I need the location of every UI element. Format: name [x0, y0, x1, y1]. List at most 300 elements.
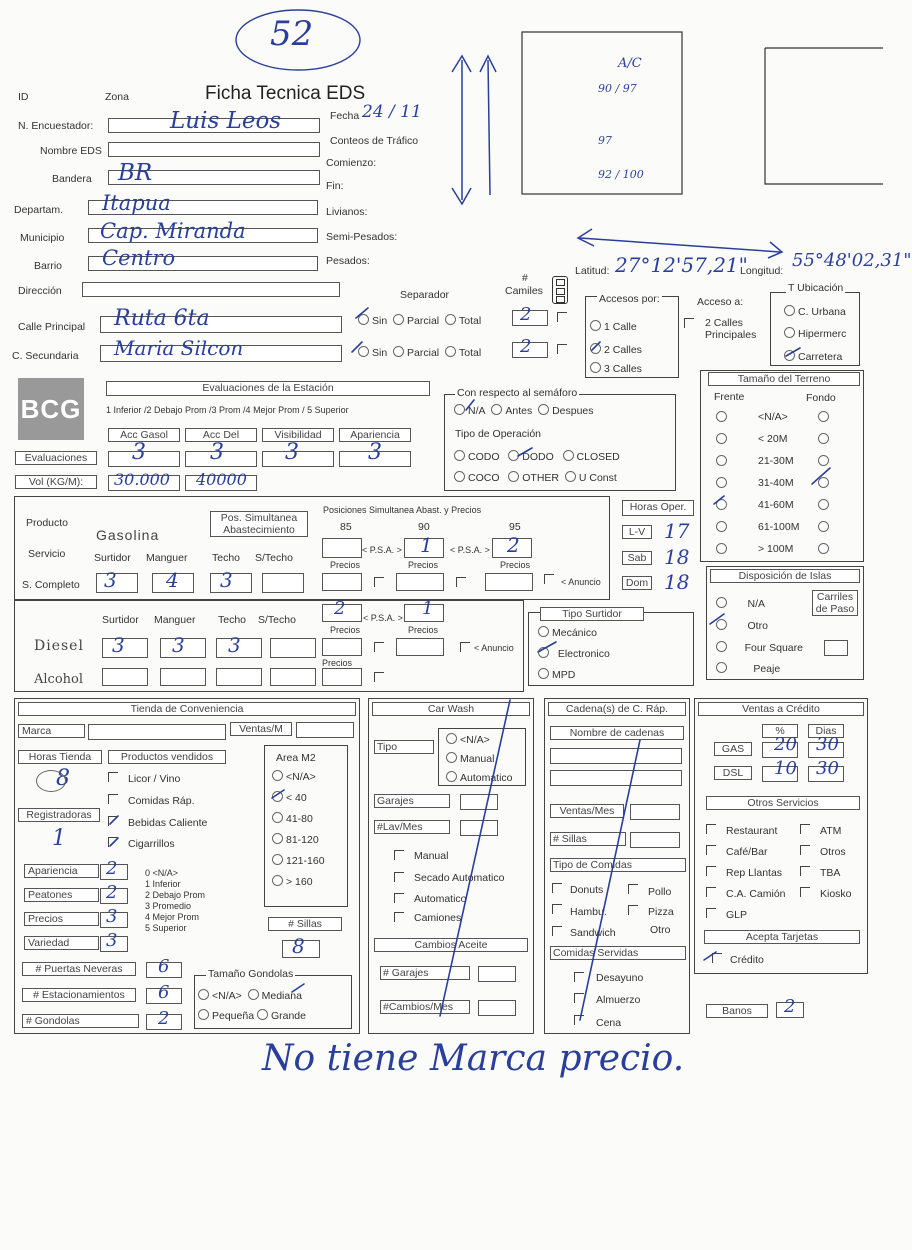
area-option[interactable]: 121-160 [272, 854, 325, 867]
area-label: Area M2 [276, 752, 316, 764]
tienda-title: Tienda de Conveniencia [18, 702, 356, 716]
separador-label: Separador [400, 289, 450, 301]
semaforo-label: Con respecto al semáforo [457, 387, 578, 399]
carwash-tipo-label: Tipo [374, 740, 434, 754]
tienda-ventas-field[interactable] [296, 722, 354, 738]
cadena-sillas-label: # Sillas [550, 832, 626, 846]
encuestador-value: Luis Leos [170, 108, 282, 134]
id-label: ID [18, 91, 29, 103]
calle-secundaria-label: C. Secundaria [12, 350, 79, 362]
psa-95-value: 2 [507, 533, 520, 557]
servicio-check[interactable] [706, 866, 716, 876]
prod-check-1[interactable] [108, 772, 118, 782]
eval-value-2: 3 [210, 440, 224, 465]
credito-dsl-pct: 10 [774, 758, 797, 779]
alcohol-manguer-box[interactable] [160, 668, 206, 686]
terreno-size-label: > 100M [758, 543, 794, 555]
servicio-label: GLP [726, 909, 748, 921]
terreno-size-label: 41-60M [758, 499, 794, 511]
vol-label: Vol (KG/M): [15, 475, 97, 489]
longitud-label: Longitud: [740, 265, 784, 277]
cw-check-1[interactable] [394, 850, 404, 860]
servicio-label: ATM [820, 825, 842, 837]
ubicacion-opt-2[interactable]: Hipermerc [784, 327, 846, 340]
terreno-frente-radio[interactable] [716, 543, 730, 556]
tc-check-5[interactable] [552, 926, 562, 936]
conteos-label: Conteos de Tráfico [330, 135, 419, 147]
servicio-check[interactable] [800, 824, 810, 834]
aceite-mes-box[interactable] [478, 1000, 516, 1016]
octano-95: 95 [509, 521, 521, 533]
accesos-por-label: Accesos por: [599, 293, 660, 305]
serv-2: Almuerzo [596, 994, 641, 1006]
diesel-precios: Precios [330, 625, 361, 635]
diesel-precios-2: Precios [408, 625, 439, 635]
prod-check-2[interactable] [108, 794, 118, 804]
alcohol-surtidor-box[interactable] [102, 668, 148, 686]
eval-value-4: 3 [368, 440, 382, 465]
servicio-label: Restaurant [726, 825, 778, 837]
sep-row1-value: 2 [520, 304, 532, 325]
price-check-2[interactable] [456, 577, 466, 587]
servicio-label: Café/Bar [726, 846, 768, 858]
fecha-value: 24 / 11 [362, 102, 422, 122]
semipesados-label: Semi-Pesados: [326, 231, 398, 243]
servicio-check[interactable] [706, 845, 716, 855]
surtidor-opt-1[interactable]: Mecánico [538, 626, 597, 639]
tipo-comidas-label: Tipo de Comidas [550, 858, 686, 872]
banos-value: 2 [784, 996, 796, 1017]
diesel-surtidor-value: 3 [112, 633, 125, 657]
credito-gas-label: GAS [714, 742, 752, 756]
terreno-frente-radio[interactable] [716, 411, 730, 424]
terreno-size-label: 21-30M [758, 455, 794, 467]
terreno-size-label: < 20M [758, 433, 788, 445]
diesel-price-1[interactable] [322, 638, 362, 656]
gas-col-3: Techo [212, 552, 241, 564]
diesel-psa-value: 1 [422, 598, 434, 619]
page-number: 52 [270, 14, 314, 54]
diesel-techo-value: 3 [228, 633, 241, 657]
prod-4: Cigarrillos [128, 838, 175, 850]
acceso-opt-3[interactable]: 3 Calles [590, 362, 642, 375]
diesel-col-3: Techo [218, 614, 247, 626]
gas-surtidor-value: 3 [104, 568, 117, 592]
semaforo-opts[interactable]: N/A Antes Despues [454, 404, 594, 417]
prod-3: Bebidas Caliente [128, 817, 208, 829]
neveras-label: # Puertas Neveras [22, 962, 136, 976]
alcohol-label: Alcohol [34, 672, 84, 687]
sketch-note-3: 97 [598, 134, 612, 147]
scompleto-label: S. Completo [22, 579, 80, 591]
evaluaciones-scale: 1 Inferior /2 Debajo Prom /3 Prom /4 Mejor Prom / 5 Superior [106, 405, 349, 415]
acceso-opt-1[interactable]: 1 Calle [590, 320, 637, 333]
area-option[interactable]: > 160 [272, 875, 313, 888]
cadena-nombre-field-1[interactable] [550, 748, 682, 764]
municipio-value: Cap. Miranda [100, 219, 246, 243]
islas-opt-1[interactable]: N/A [716, 597, 765, 610]
carwash-garajes-label: Garajes [374, 794, 450, 808]
islas-opt-4[interactable]: Peaje [716, 662, 780, 675]
livianos-label: Livianos: [326, 206, 368, 218]
servicio-label: Otros [820, 846, 846, 858]
ubicacion-opt-1[interactable]: C. Urbana [784, 305, 846, 318]
diesel-manguer-value: 3 [172, 633, 185, 657]
price-check-3[interactable] [544, 574, 554, 584]
registradoras-value: 1 [52, 826, 66, 851]
terreno-fondo-radio[interactable] [818, 543, 832, 556]
diesel-check-1[interactable] [374, 642, 384, 652]
servidas-label: Comidas Servidas [550, 946, 686, 960]
eval-col-2: Acc Del [185, 428, 257, 442]
servicio-label: TBA [820, 867, 841, 879]
tc-3: Hambu. [570, 906, 607, 918]
terreno-fondo-radio[interactable] [818, 455, 832, 468]
operacion-label: Tipo de Operación [455, 428, 541, 440]
sketch-drawing [0, 0, 883, 300]
tc-2: Pollo [648, 886, 672, 898]
diesel-label: Diesel [34, 638, 84, 654]
neveras-value: 6 [158, 956, 170, 977]
carwash-garajes-box[interactable] [460, 794, 498, 810]
credito-dsl-dias: 30 [816, 758, 839, 779]
diesel-psa: < P.S.A. > [363, 613, 403, 623]
islas-carriles-box[interactable] [824, 640, 848, 656]
sep-row1: Sin Parcial Total [358, 314, 481, 327]
pesados-label: Pesados: [326, 255, 370, 267]
diesel-price-2[interactable] [396, 638, 444, 656]
tarjetas-label: Acepta Tarjetas [704, 930, 860, 944]
tienda-sillas-label: # Sillas [268, 917, 342, 931]
tc-check-1[interactable] [552, 883, 562, 893]
tc-4: Pizza [648, 906, 674, 918]
prod-check-4[interactable] [108, 837, 118, 847]
anuncio-1: < Anuncio [561, 577, 601, 587]
zona-label: Zona [105, 91, 129, 103]
alcohol-stecho-box[interactable] [270, 668, 316, 686]
diesel-col-1: Surtidor [102, 614, 139, 626]
tienda-horas-value: 8 [56, 766, 70, 791]
area-option[interactable]: <N/A> [272, 770, 316, 783]
productos-label: Productos vendidos [108, 750, 226, 764]
gas-col-2: Manguer [146, 552, 188, 564]
terreno-fondo-radio[interactable] [818, 499, 832, 512]
servicio-check[interactable] [800, 845, 810, 855]
otros-servicios-label: Otros Servicios [706, 796, 860, 810]
terreno-fondo-radio[interactable] [818, 433, 832, 446]
price-box-3[interactable] [485, 573, 533, 591]
carwash-tipo-2[interactable]: Manual [446, 752, 494, 765]
evaluaciones-title: Evaluaciones de la Estación [106, 381, 430, 396]
cw-check-2[interactable] [394, 872, 404, 882]
departam-value: Itapua [102, 191, 171, 215]
octano-90: 90 [418, 521, 430, 533]
price-box-1[interactable] [322, 573, 362, 591]
estac-label: # Estacionamientos [22, 988, 136, 1002]
diesel-col-4: S/Techo [258, 614, 296, 626]
tc-6: Otro [650, 924, 671, 936]
sep-row2: Sin Parcial Total [358, 346, 481, 359]
credito-label: Crédito [730, 954, 764, 966]
carwash-lav-label: #Lav/Mes [374, 820, 450, 834]
gond-opts-2[interactable]: Pequeña Grande [198, 1009, 306, 1022]
servicio-label: Rep Llantas [726, 867, 783, 879]
terreno-fondo-radio[interactable] [818, 411, 832, 424]
terreno-title: Tamaño del Terreno [708, 372, 860, 386]
tc-check-4[interactable] [628, 905, 638, 915]
cw-check-4[interactable] [394, 912, 404, 922]
calle-secundaria-value: Maria Silcon [114, 336, 244, 360]
aceite-garajes-box[interactable] [478, 966, 516, 982]
eval-col-1: Acc Gasol [108, 428, 180, 442]
serv-check-1[interactable] [574, 972, 584, 982]
horas-title: Horas Oper. [622, 500, 694, 516]
serv-check-3[interactable] [574, 1015, 584, 1025]
area-option[interactable]: 41-80 [272, 812, 313, 825]
gasolina-label: Gasolina [96, 527, 160, 543]
psa-85-box[interactable] [322, 538, 362, 558]
carwash-tipo-1[interactable]: <N/A> [446, 733, 490, 746]
tam-gondolas-label: Tamaño Gondolas [208, 968, 294, 980]
operacion-opts-row2[interactable]: COCO OTHER U Const [454, 471, 617, 484]
tienda-eval-value: 2 [106, 858, 118, 879]
tienda-eval-label: Precios [24, 912, 99, 926]
islas-opt-2[interactable]: Otro [716, 619, 768, 632]
bandera-value: BR [118, 160, 153, 186]
horas-dom-value: 18 [664, 570, 690, 594]
aceite-mes-label: #Cambios/Mes [380, 1000, 470, 1014]
surtidor-opt-3[interactable]: MPD [538, 668, 575, 681]
gondolas-label: # Gondolas [22, 1014, 139, 1028]
encuestador-label: N. Encuestador: [18, 120, 94, 132]
posiciones-title: Posiciones Simultanea Abast. y Precios [323, 505, 482, 515]
servicio-check[interactable] [800, 866, 810, 876]
registradoras-label: Registradoras [18, 808, 100, 822]
producto-label: Producto [26, 517, 69, 529]
terreno-size-label: 61-100M [758, 521, 800, 533]
horas-lv-value: 17 [664, 519, 690, 543]
price-check-1[interactable] [374, 577, 384, 587]
vol-value-1: 30.000 [114, 470, 170, 489]
terreno-size-label: 31-40M [758, 477, 794, 489]
cw-check-3[interactable] [394, 893, 404, 903]
terreno-frente: Frente [714, 391, 745, 403]
horas-sab-value: 18 [664, 545, 690, 569]
gondolas-value: 2 [158, 1008, 170, 1029]
tienda-scale: 0 <N/A> 1 Inferior 2 Debajo Prom 3 Promedio 4 Mejor Prom 5 Superior [145, 868, 206, 933]
latitud-label: Latitud: [575, 265, 610, 277]
tienda-eval-label: Variedad [24, 936, 99, 950]
calle-principal-label: Calle Principal [18, 321, 86, 333]
terreno-frente-radio[interactable] [716, 455, 730, 468]
terreno-fondo-radio[interactable] [818, 521, 832, 534]
evaluaciones-row-label: Evaluaciones [15, 451, 97, 465]
tienda-ventas-label: Ventas/M [230, 722, 292, 736]
tienda-horas-label: Horas Tienda [18, 750, 102, 764]
alcohol-check[interactable] [374, 672, 384, 682]
terreno-frente-radio[interactable] [716, 499, 730, 512]
gond-opts-1[interactable]: <N/A> Mediana [198, 989, 302, 1002]
psa-2: < P.S.A. > [450, 545, 490, 555]
islas-opt-3[interactable]: Four Square [716, 641, 803, 654]
terreno-frente-radio[interactable] [716, 477, 730, 490]
diesel-col-2: Manguer [154, 614, 196, 626]
credito-title: Ventas a Crédito [698, 702, 864, 716]
sketch-note-1: A/C [618, 56, 642, 71]
carwash-lav-box[interactable] [460, 820, 498, 836]
servicio-label: Kiosko [820, 888, 852, 900]
gas-manguer-value: 4 [166, 568, 179, 592]
alcohol-price-box[interactable] [322, 668, 362, 686]
tienda-marca-label: Marca [18, 724, 85, 738]
fecha-label: Fecha [330, 110, 360, 122]
credito-pct: % [762, 724, 798, 738]
islas-carriles: Carriles de Paso [812, 590, 858, 616]
diesel-check-2[interactable] [460, 642, 470, 652]
cw-opt-4: Camiones [414, 912, 462, 924]
sketch-note-4: 92 / 100 [598, 168, 644, 181]
handwritten-note: No tiene Marca precio. [262, 1038, 685, 1079]
departam-label: Departam. [14, 204, 64, 216]
terreno-fondo-radio[interactable] [818, 477, 832, 490]
cadena-nombre-label: Nombre de cadenas [550, 726, 684, 740]
tienda-eval-value: 3 [106, 930, 118, 951]
servicio-check[interactable] [800, 887, 810, 897]
alcohol-precios: Precios [322, 658, 353, 668]
tc-5: Sandwich [570, 927, 616, 939]
terreno-size-label: <N/A> [758, 411, 788, 423]
gas-col-1: Surtidor [94, 552, 131, 564]
precios-2: Precios [408, 560, 439, 570]
prod-2: Comidas Ráp. [128, 795, 195, 807]
eval-col-3: Visibilidad [262, 428, 334, 442]
area-option[interactable]: < 40 [272, 791, 307, 804]
form-title: Ficha Tecnica EDS [205, 83, 366, 104]
sep-row2-value: 2 [520, 336, 532, 357]
gas-surtidor-box[interactable] [96, 573, 138, 593]
aceite-title: Cambios Aceite [374, 938, 528, 952]
tienda-sillas-value: 8 [292, 934, 305, 958]
calle-principal-value: Ruta 6ta [114, 306, 210, 331]
terreno-fondo: Fondo [806, 392, 836, 404]
carwash-tipo-3[interactable]: Automatico [446, 771, 513, 784]
acceso-a-label: Acceso a: [697, 296, 744, 308]
vol-value-2: 40000 [196, 470, 247, 489]
credito-dias: Dias [808, 724, 844, 738]
serv-check-2[interactable] [574, 993, 584, 1003]
tc-check-3[interactable] [552, 904, 562, 914]
cadena-sillas-box[interactable] [630, 832, 680, 848]
aceite-garajes-label: # Garajes [380, 966, 470, 980]
cw-opt-2: Secado Automatico [414, 872, 505, 884]
cw-opt-3: Automatico [414, 893, 467, 905]
servicio-check[interactable] [706, 908, 716, 918]
surtidor-opt-2[interactable]: Electronico [538, 647, 610, 660]
alcohol-techo-box[interactable] [216, 668, 262, 686]
horas-lv-label: L-V [622, 525, 652, 539]
cw-opt-1: Manual [414, 850, 449, 862]
terreno-frente-radio[interactable] [716, 521, 730, 534]
ubicacion-label: T Ubicación [788, 282, 844, 294]
acceso-principales: 2 Calles Principales [705, 317, 757, 341]
tienda-eval-value: 3 [106, 906, 118, 927]
credito-gas-dias: 30 [816, 734, 839, 755]
tc-1: Donuts [570, 884, 604, 896]
ubicacion-opt-3[interactable]: Carretera [784, 350, 842, 363]
camiles-label: Camiles [505, 285, 543, 297]
serv-1: Desayuno [596, 972, 644, 984]
cadena-nombre-field-2[interactable] [550, 770, 682, 786]
diesel-surtidor-box[interactable] [102, 638, 148, 658]
islas-title: Disposición de Islas [710, 569, 860, 583]
gas-col-4: S/Techo [255, 552, 293, 564]
camiles-hash: # [522, 272, 528, 284]
pos-title: Pos. Simultanea Abastecimiento [210, 511, 308, 537]
servicio-label: Servicio [28, 548, 66, 560]
banos-label: Banos [706, 1004, 768, 1018]
precios-1: Precios [330, 560, 361, 570]
servicio-check[interactable] [706, 887, 716, 897]
psa-1: < P.S.A. > [362, 545, 402, 555]
credito-dsl-label: DSL [714, 766, 752, 780]
horas-dom-label: Dom [622, 576, 652, 590]
precios-3: Precios [500, 560, 531, 570]
diesel-stecho-box[interactable] [270, 638, 316, 658]
price-box-2[interactable] [396, 573, 444, 591]
operacion-opts-row1[interactable]: CODO DODO CLOSED [454, 450, 620, 463]
cadena-ventas-label: Ventas/Mes [550, 804, 624, 818]
diesel-pos-value: 2 [334, 598, 346, 619]
municipio-label: Municipio [20, 232, 65, 244]
fin-label: Fin: [326, 180, 344, 192]
sketch-note-2: 90 / 97 [598, 82, 637, 95]
sep-row2-check[interactable] [557, 344, 567, 354]
credito-check[interactable] [712, 953, 722, 963]
cadena-title: Cadena(s) de C. Ráp. [548, 702, 686, 716]
latitud-value: 27°12'57,21" [615, 253, 748, 277]
nombre-eds-label: Nombre EDS [40, 145, 102, 157]
cadena-ventas-box[interactable] [630, 804, 680, 820]
comienzo-label: Comienzo: [326, 157, 377, 169]
acceso-opt-2[interactable]: 2 Calles [590, 343, 642, 356]
tienda-eval-label: Peatones [24, 888, 99, 902]
acceso-principales-check[interactable] [684, 318, 694, 328]
area-option[interactable]: 81-120 [272, 833, 319, 846]
estac-value: 6 [158, 982, 170, 1003]
sep-row1-check[interactable] [557, 312, 567, 322]
servicio-check[interactable] [706, 824, 716, 834]
serv-3: Cena [596, 1017, 622, 1029]
servicio-label: C.A. Camión [726, 888, 786, 900]
surtidor-title: Tipo Surtidor [540, 607, 644, 621]
eval-value-3: 3 [285, 440, 299, 465]
psa-90-value: 1 [420, 533, 433, 557]
prod-check-3[interactable] [108, 816, 118, 826]
gas-stecho-box[interactable] [262, 573, 304, 593]
traffic-light-icon [552, 276, 568, 304]
tc-check-2[interactable] [628, 884, 638, 894]
tienda-horas-circle [36, 770, 66, 792]
barrio-value: Centro [102, 246, 176, 270]
tienda-marca-field[interactable] [88, 724, 226, 740]
terreno-frente-radio[interactable] [716, 433, 730, 446]
eval-value-1: 3 [132, 440, 146, 465]
barrio-label: Barrio [34, 260, 63, 272]
horas-sab-label: Sab [622, 551, 652, 565]
credito-gas-pct: 20 [774, 734, 797, 755]
longitud-value: 55°48'02,31" [792, 250, 912, 271]
tienda-eval-label: Apariencia [24, 864, 99, 878]
